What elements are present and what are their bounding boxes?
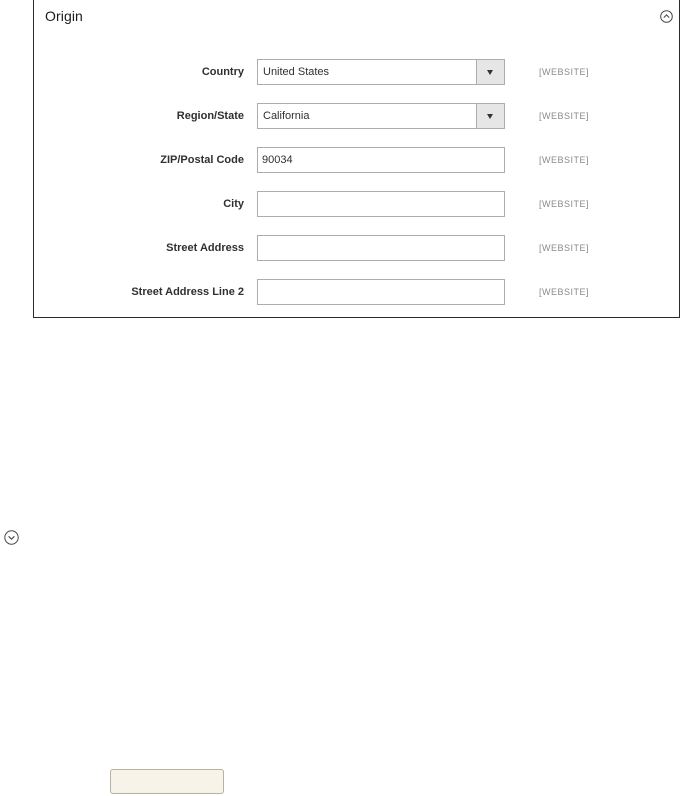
country-row: [34, 59, 679, 85]
panel-title: Origin: [45, 8, 83, 24]
street-address-row: [34, 235, 679, 261]
street-address-input[interactable]: [257, 235, 505, 261]
chevron-up-circle-icon[interactable]: [660, 10, 673, 23]
region-scope: [WEBSITE]: [539, 111, 590, 121]
city-label: City: [223, 198, 244, 210]
city-row: [34, 191, 679, 217]
zip-scope: [WEBSITE]: [539, 155, 590, 165]
zip-row: [34, 147, 679, 173]
region-row: [34, 103, 679, 129]
country-label: Country: [201, 66, 244, 78]
zip-label: ZIP/Postal Code: [160, 154, 244, 166]
street-address-2-row: [34, 279, 679, 305]
chevron-down-icon: [487, 70, 493, 75]
region-select[interactable]: [257, 103, 505, 129]
street-address-2-input[interactable]: [257, 279, 505, 305]
origin-panel: [33, 0, 680, 318]
country-value: United States: [263, 66, 330, 78]
country-select[interactable]: [257, 59, 505, 85]
street-address-2-label: Street Address Line 2: [131, 286, 244, 298]
country-dropdown-button[interactable]: [476, 60, 504, 84]
country-scope: [WEBSITE]: [539, 67, 590, 77]
action-button[interactable]: [110, 769, 224, 794]
chevron-down-icon: [487, 114, 493, 119]
region-dropdown-button[interactable]: [476, 104, 504, 128]
region-label: Region/State: [176, 110, 244, 122]
street-address-scope: [WEBSITE]: [539, 243, 590, 253]
chevron-down-circle-icon[interactable]: [4, 530, 19, 545]
street-address-label: Street Address: [166, 242, 244, 254]
street-address-2-scope: [WEBSITE]: [539, 287, 590, 297]
city-scope: [WEBSITE]: [539, 199, 590, 209]
zip-input[interactable]: 90034: [257, 147, 505, 173]
city-input[interactable]: [257, 191, 505, 217]
region-value: California: [263, 110, 310, 122]
